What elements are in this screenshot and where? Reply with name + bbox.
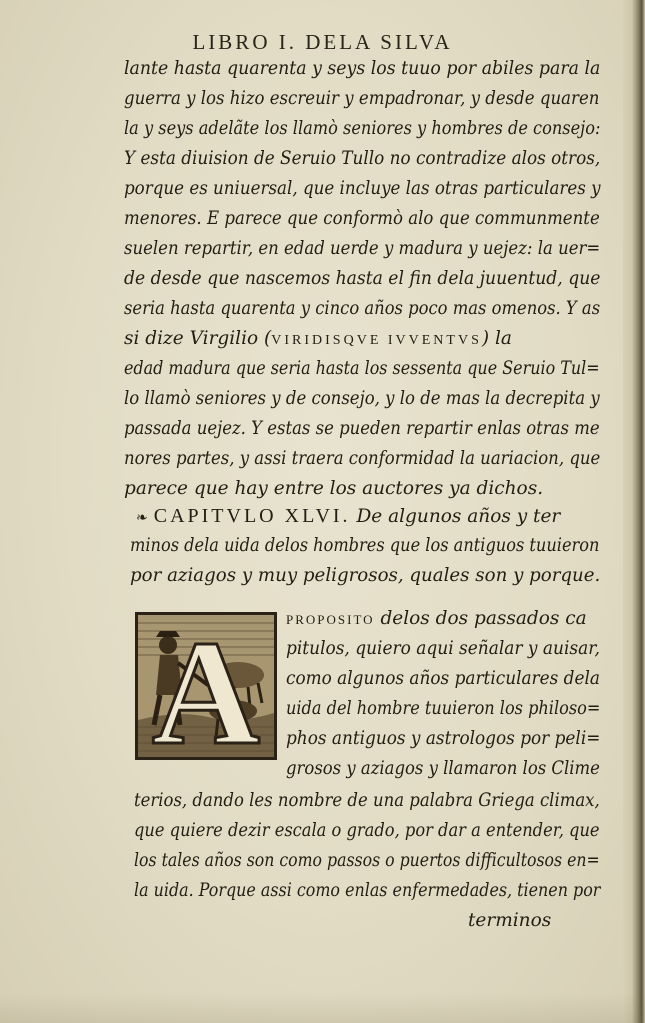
chapter-title-start: De algunos años y ter (356, 506, 561, 527)
body-line: lante hasta quarenta y seys los tuuo por abiles para la (124, 58, 601, 79)
para-line: terios, dando les nombre de una palabra Griega climax, (134, 790, 600, 811)
para-indented-line: grosos y aziagos y llamaron los Clime (286, 758, 600, 779)
body-line: de desde que nascemos hasta el fin dela juuentud, que (124, 268, 601, 289)
body-line: nores partes, y assi traera conformidad la uariacion, que (124, 448, 601, 469)
chapter-title-line: por aziagos y muy peligrosos, quales son y porque. (130, 565, 601, 586)
body-line: edad madura que seria hasta los sessenta que Seruio Tul= (124, 358, 600, 379)
page-shadow (0, 993, 645, 1023)
para-indented-line: como algunos años particulares dela (286, 668, 600, 689)
body-line: seria hasta quarenta y cinco años poco mas omenos. Y as (124, 298, 601, 319)
pilcrow-icon: ❧ (136, 510, 148, 526)
para-lead-caps: PROPOSITO (286, 612, 375, 627)
para-first-line (286, 608, 587, 629)
chapter-heading (136, 505, 560, 528)
para-line: la uida. Porque assi como enlas enfermedades, tienen por (134, 880, 601, 901)
chapter-number: CAPITVLO XLVI. (153, 505, 351, 527)
para-indented-line: uida del hombre tuuieron los philoso= (286, 698, 601, 719)
para-line: que quiere dezir escala o grado, por dar a entender, que (134, 820, 600, 841)
woodcut-illustration (138, 615, 274, 757)
catchword: terminos (468, 910, 552, 931)
drop-cap-letter: A (151, 615, 261, 757)
body-line: porque es uniuersal, que incluye las otras particulares y (124, 178, 601, 199)
body-line: Y esta diuision de Seruio Tullo no contradize alos otros, (124, 148, 601, 169)
virgil-before: si dize Virgilio ( (124, 328, 272, 349)
woodcut-initial (135, 612, 277, 760)
body-line: menores. E parece que conformò alo que communmente (124, 208, 600, 229)
virgil-line (124, 328, 512, 349)
book-binding-edge (623, 0, 645, 1023)
body-line: suelen repartir, en edad uerde y madura y uejez: la uer= (124, 238, 601, 259)
para-indented-line: pitulos, quiero aqui señalar y auisar, (286, 638, 600, 659)
running-header: LIBRO I. DELA SILVA (192, 30, 453, 54)
body-line: passada uejez. Y estas se pueden repartir enlas otras me (124, 418, 600, 439)
body-line: parece que hay entre los auctores ya dichos. (124, 478, 544, 499)
para-indented-line: phos antiguos y astrologos por peli= (286, 728, 601, 749)
chapter-title-line: minos dela uida delos hombres que los antiguos tuuieron (130, 535, 600, 556)
body-line: lo llamò seniores y de consejo, y lo de mas la decrepita y (124, 388, 600, 409)
body-line: guerra y los hizo escreuir y empadronar, y desde quaren (124, 88, 600, 109)
virgil-after: ) la (481, 328, 512, 349)
para-line: los tales años son como passos o puertos difficultosos en= (134, 850, 600, 871)
virgil-quote: VIRIDISQVE IVVENTVS (271, 333, 482, 348)
body-line: la y seys adelãte los llamò seniores y hombres de consejo: (124, 118, 601, 139)
para-first-rest: delos dos passados ca (374, 608, 587, 629)
